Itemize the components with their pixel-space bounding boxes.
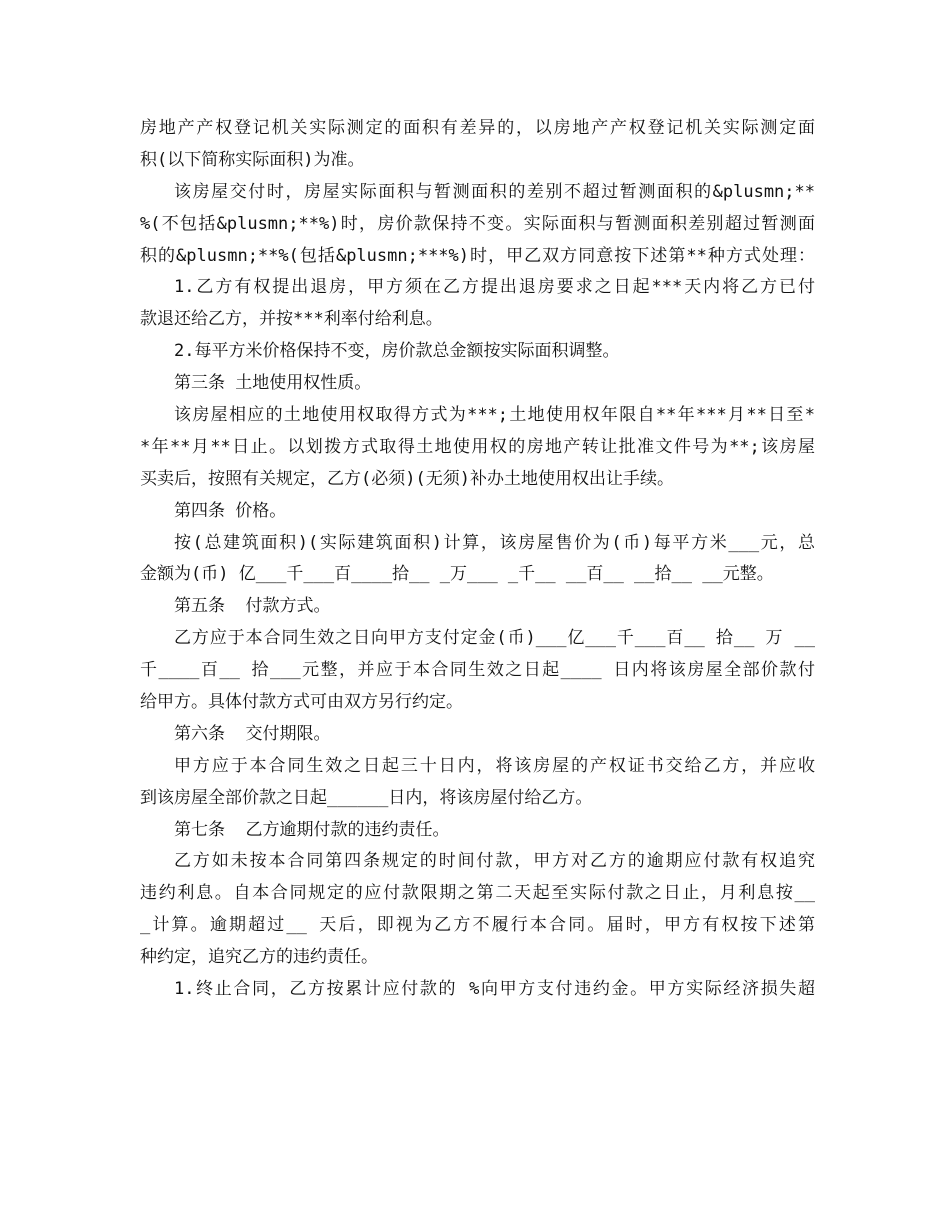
text-line: 到该房屋全部价款之日起______日内，将该房屋付给乙方。: [140, 787, 593, 808]
text-line: 第六条 交付期限。: [174, 723, 331, 744]
text-line: 第七条 乙方逾期付款的违约责任。: [174, 819, 450, 840]
text-line: 第四条 价格。: [174, 500, 287, 521]
text-line: 第五条 付款方式。: [174, 596, 331, 617]
text-line: 积(以下简称实际面积)为准。: [140, 149, 365, 170]
text-line: %(不包括&plusmn;**%)时，房价款保持不变。实际面积与暂测面积差别超过暂测面: [140, 213, 815, 234]
text-line: 千____百__ 拾___元整，并应于本合同生效之日起____ 日内将该房屋全部价款付: [140, 660, 815, 681]
text-line: 2.每平方米价格保持不变，房价款总金额按实际面积调整。: [174, 341, 620, 362]
text-line: 款退还给乙方，并按***利率付给利息。: [140, 309, 443, 330]
text-line: 违约利息。自本合同规定的应付款限期之第二天起至实际付款之日止，月利息按__: [140, 883, 815, 904]
text-line: *年**月**日止。以划拨方式取得土地使用权的房地产转让批准文件号为**;该房屋: [140, 436, 815, 457]
text-line: 乙方如未按本合同第四条规定的时间付款，甲方对乙方的逾期应付款有权追究: [174, 851, 815, 872]
text-line: 种约定，追究乙方的违约责任。: [140, 947, 378, 968]
text-line: _计算。逾期超过__ 天后，即视为乙方不履行本合同。届时，甲方有权按下述第: [140, 915, 815, 936]
text-line: 该房屋相应的土地使用权取得方式为***;土地使用权年限自**年***月**日至*: [174, 405, 815, 426]
text-line: 乙方应于本合同生效之日向甲方支付定金(币)___亿___千___百__ 拾__ 万 __: [174, 628, 815, 649]
text-line: 第三条 土地使用权性质。: [174, 373, 372, 394]
text-line: 买卖后，按照有关规定，乙方(必须)(无须)补办土地使用权出让手续。: [140, 468, 674, 489]
text-line: 按(总建筑面积)(实际建筑面积)计算，该房屋售价为(币)每平方米___元，总: [174, 532, 815, 553]
text-line: 1.乙方有权提出退房，甲方须在乙方提出退房要求之日起***天内将乙方已付: [174, 277, 815, 298]
text-line: 该房屋交付时，房屋实际面积与暂测面积的差别不超过暂测面积的&plusmn;**: [174, 181, 815, 202]
text-line: 房地产产权登记机关实际测定的面积有差异的，以房地产产权登记机关实际测定面: [140, 118, 815, 138]
text-line: 甲方应于本合同生效之日起三十日内，将该房屋的产权证书交给乙方，并应收: [174, 755, 815, 776]
text-line: 积的&plusmn;**%(包括&plusmn;***%)时，甲乙双方同意按下述第**种方式处理：: [140, 245, 815, 266]
text-line: 金额为(币) 亿___千___百____拾__ _万___ _千__ __百__ __拾__ __元整。: [140, 564, 774, 585]
document-body: [140, 113, 815, 1006]
text-line: 1.终止合同，乙方按累计应付款的 %向甲方支付违约金。甲方实际经济损失超: [174, 979, 815, 1000]
text-line: 给甲方。具体付款方式可由双方另行约定。: [140, 692, 463, 713]
